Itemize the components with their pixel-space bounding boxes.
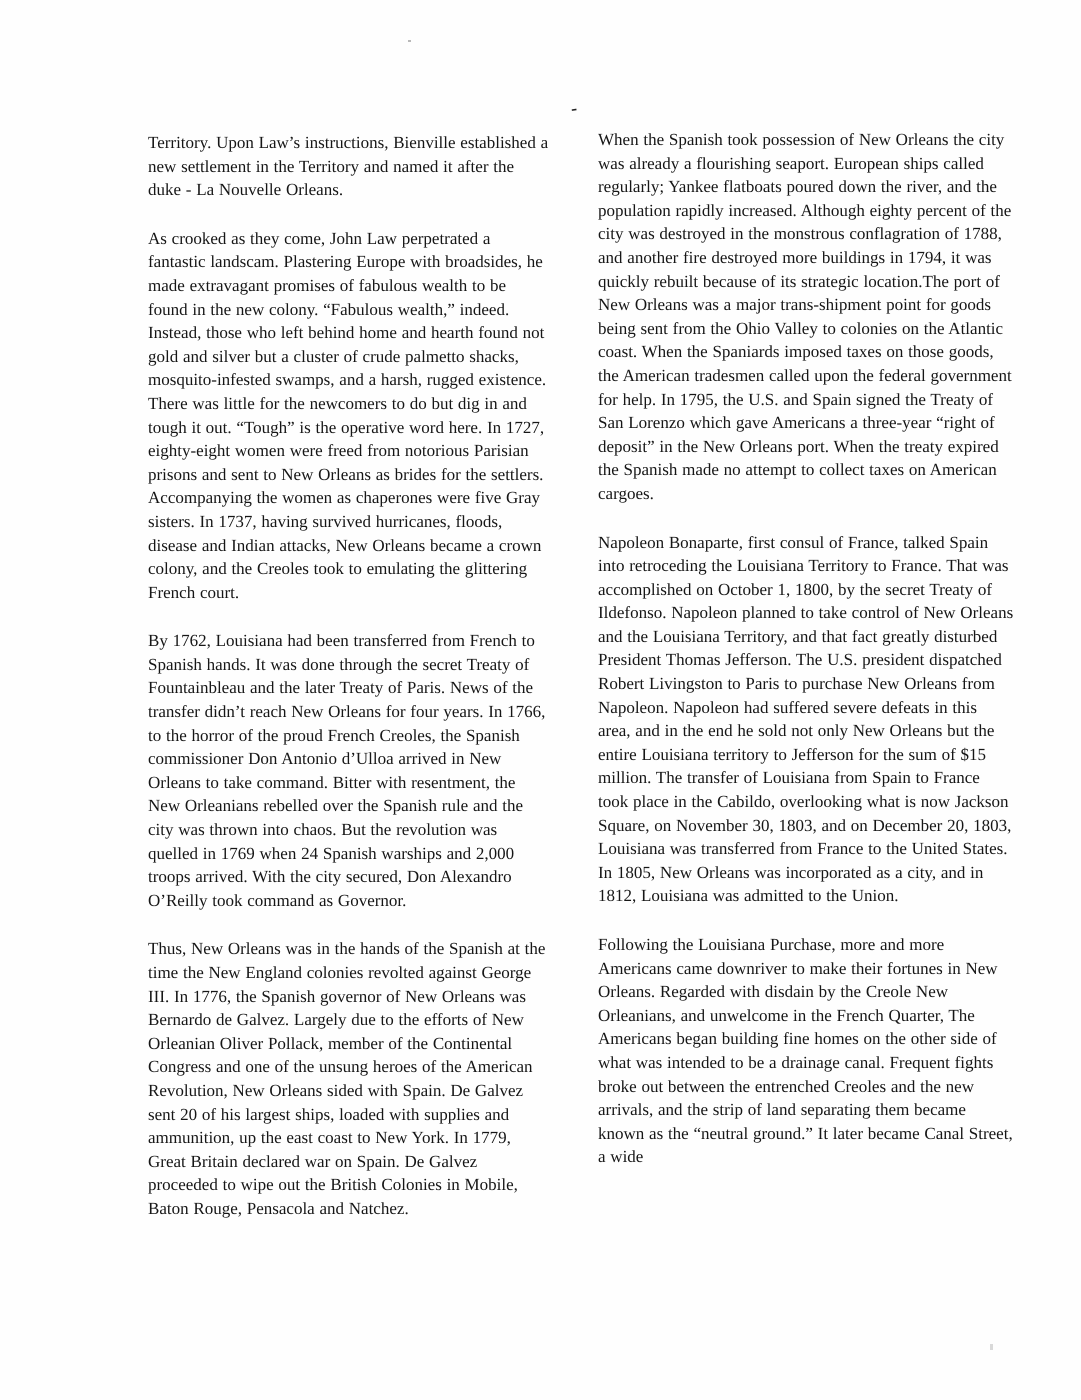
paragraph: Following the Louisiana Purchase, more and more Americans came downriver to make their fortunes in New Orleans. Regarded with disdain by the Creole New Orleanians, and unwelcome in the French Quarter, The Americans began building fine homes on the other side of what was intended to be a drainage canal. Frequent fights broke out between the entrenched Creoles and the new arrivals, and the strip of land separating them became known as the “neutral ground.” It later became Canal Street, a wide xyxy=(598,935,1013,1167)
paragraph: By 1762, Louisiana had been transferred from French to Spanish hands. It was done through the secret Treaty of Fountainbleau and the later Treaty of Paris. News of the transfer didn’t reach New Orleans for four years. In 1766, to the horror of the proud French Creoles, the Spanish commissioner Don Antonio d’Ulloa arrived in New Orleans to take command. Bitter with resentment, the New Orleanians rebelled over the Spanish rule and the city was thrown into chaos. But the revolution was quelled in 1769 when 24 Spanish warships and 2,000 troops arrived. With the city secured, Don Alexandro O’Reilly took command as Governor. xyxy=(148,631,546,910)
scan-dash-artifact: - xyxy=(569,97,579,119)
paragraph: Thus, New Orleans was in the hands of the Spanish at the time the New England colonies revolted against George III. In 1776, the Spanish governor of New Orleans was Bernardo de Galvez. Largely due to the efforts of New Orleanian Oliver Pollack, member of the Continental Congress and one of the unsung heroes of the American Revolution, New Orleans sided with Spain. De Galvez sent 20 of his largest ships, loaded with supplies and ammunition, up the east coast to New York. In 1779, Great Britain declared war on Spain. De Galvez proceeded to wipe out the British Colonies in Mobile, Baton Rouge, Pensacola and Natchez. xyxy=(148,939,546,1218)
right-text-column xyxy=(598,128,1014,1194)
paragraph: When the Spanish took possession of New Orleans the city was already a flourishing seaport. European ships called regularly; Yankee flatboats poured down the river, and the population rapidly increased. Although eighty percent of the city was destroyed in the monstrous conflagration of 1788, and another fire destroyed more buildings in 1794, it was quickly rebuilt because of its strategic location.The port of New Orleans was a major trans-shipment point for goods being sent from the Ohio Valley to colonies on the Atlantic coast. When the Spaniards imposed taxes on those goods, the American tradesmen called upon the federal government for help. In 1795, the U.S. and Spain signed the Treaty of San Lorenzo which gave Americans a three-year “right of deposit” in the New Orleans port. When the treaty expired the Spanish made no attempt to collect taxes on American cargoes. xyxy=(598,130,1012,503)
paragraph: Napoleon Bonaparte, first consul of France, talked Spain into retroceding the Louisiana Territory to France. That was accomplished on October 1, 1800, by the secret Treaty of Ildefonso. Napoleon planned to take control of New Orleans and the Louisiana Territory, and that fact greatly disturbed President Thomas Jefferson. The U.S. president dispatched Robert Livingston to Paris to purchase New Orleans from Napoleon. Napoleon had suffered severe defeats in this area, and in the end he sold not only New Orleans but the entire Louisiana territory to Jefferson for the sum of $15 million. The transfer of Louisiana from Spain to France took place in the Cabildo, overlooking what is now Jackson Square, on November 30, 1803, and on December 20, 1803, Louisiana was transferred from France to the United States. In 1805, New Orleans was incorporated as a city, and in 1812, Louisiana was admitted to the Union. xyxy=(598,532,1014,906)
left-text-column xyxy=(148,131,549,1246)
paragraph: Territory. Upon Law’s instructions, Bienville established a new settlement in the Territory and named it after the duke - La Nouvelle Orleans. xyxy=(148,133,549,200)
scan-speck xyxy=(990,1344,993,1350)
scan-speck xyxy=(408,40,411,42)
paragraph: As crooked as they come, John Law perpetrated a fantastic landscam. Plastering Europe with broadsides, he made extravagant promises of fabulous wealth to be found in the new colony. “Fabulous wealth,” indeed. Instead, those who left behind home and hearth found not gold and silver but a cluster of crude palmetto shacks, mosquito-infested swamps, and a harsh, rugged existence. There was little for the newcomers to do but dig in and tough it out. “Tough” is the operative word here. In 1727, eighty-eight women were freed from notorious Parisian prisons and sent to New Orleans as brides for the settlers. Accompanying the women as chaperones were five Gray sisters. In 1737, having survived hurricanes, floods, disease and Indian attacks, New Orleans became a crown colony, and the Creoles took to emulating the glittering French court. xyxy=(148,228,547,602)
